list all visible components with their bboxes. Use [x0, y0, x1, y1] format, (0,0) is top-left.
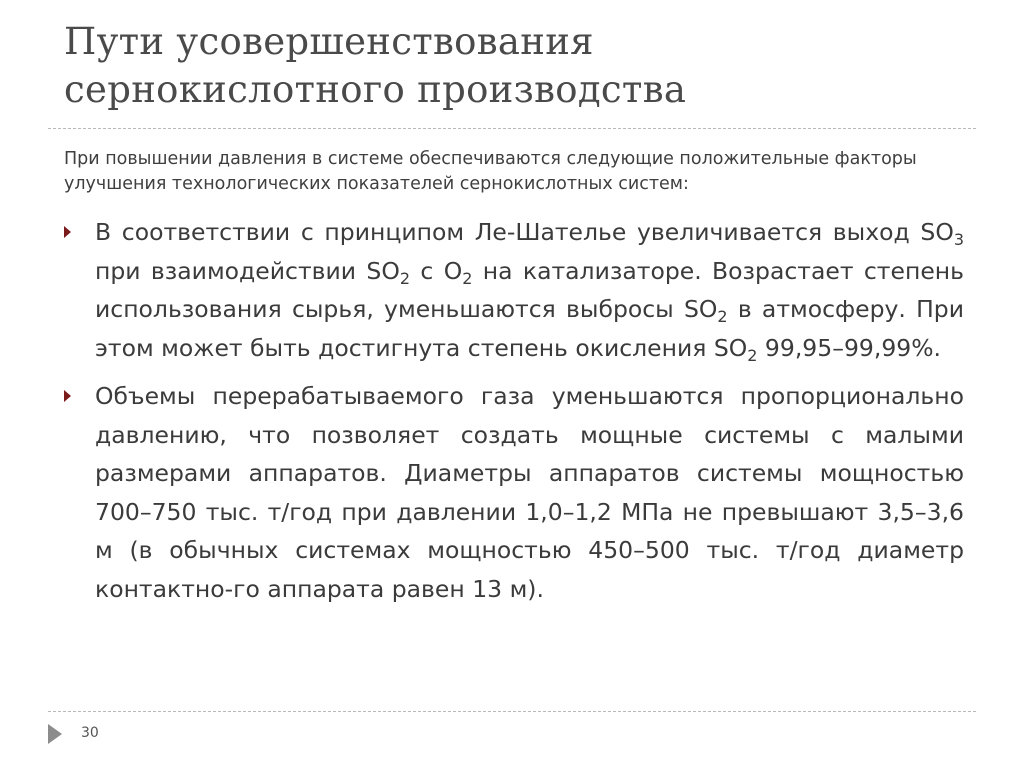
text-segment: с O	[410, 256, 463, 285]
subscript: 2	[399, 268, 411, 288]
footer-divider	[48, 711, 976, 712]
subscript: 2	[717, 307, 728, 327]
text-segment: при взаимодействии SO	[95, 256, 400, 285]
subscript: 2	[747, 345, 758, 365]
bullet-list	[64, 213, 964, 618]
bullet-arrow-icon	[64, 226, 71, 238]
slide-title	[64, 18, 964, 114]
text-segment: В соответствии с принципом Ле-Шателье увеличивается выход SO	[95, 218, 954, 246]
page-number: 30	[81, 725, 99, 741]
bullet-item	[64, 213, 964, 367]
intro-paragraph: При повышении давления в системе обеспечиваются следующие положительные факторы улучшения технологических показателей сернокислотных систем:	[64, 149, 917, 194]
subscript: 2	[462, 268, 473, 288]
bullet-text	[95, 213, 964, 367]
text-segment: Объемы перерабатываемого газа уменьшаются пропорционально давлению, что позволяет создать мощные системы с малыми размерами аппаратов. Диаметры аппаратов системы мощностью 700–750 тыс. т/год при давлении 1,0–1,2 МПа не превышают 3,5–3,6 м (в обычных системах мощностью 450–500 тыс. т/год диаметр контактно-го аппарата равен 13 м).	[95, 382, 964, 603]
bullet-arrow-icon	[64, 390, 71, 402]
text-segment: в атмосферу. При этом может быть достигнута степень окисления SO	[95, 295, 964, 362]
text-segment: 99,95–99,99%.	[757, 333, 942, 362]
title-line-2: сернокислотного производства	[64, 68, 687, 111]
bullet-item	[64, 377, 964, 608]
footer-arrow-icon	[48, 724, 62, 744]
text-segment: на катализаторе. Возрастает степень использования сырья, уменьшаются выбросы SO	[95, 256, 964, 323]
bullet-text	[95, 377, 964, 608]
title-line-1: Пути усовершенствования	[64, 20, 594, 63]
title-divider	[48, 128, 976, 129]
subscript: 3	[953, 230, 964, 250]
